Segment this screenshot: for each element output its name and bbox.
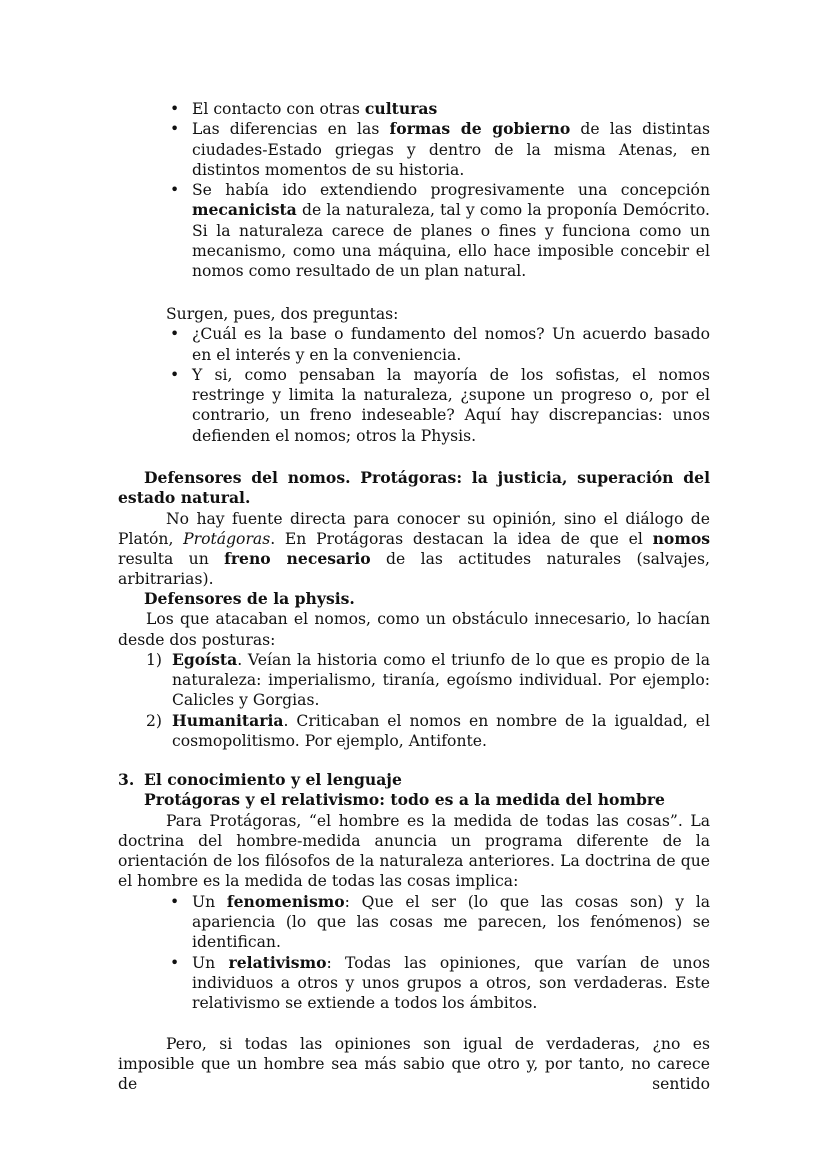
section-heading: Defensores del nomos. Protágoras: la justicia, superación del estado natural. bbox=[118, 468, 710, 508]
list-item: • Se había ido extendiendo progresivamente una concepción mecanicista de la naturaleza, tal y como la proponía Demócrito. Si la naturaleza carece de planes o fines y funciona como un mecanismo, como una máquina, ello hace imposible concebir el nomos como resultado de un plan natural. bbox=[166, 180, 710, 281]
section-3 bbox=[118, 770, 710, 1094]
paragraph: Pero, si todas las opiniones son igual de verdaderas, ¿no es imposible que un hombre sea más sabio que otro y, por tanto, no carece de sentido bbox=[118, 1034, 710, 1094]
list-item: • Un relativismo: Todas las opiniones, que varían de unos individuos a otros y unos grupos a otros, son verdaderas. Este relativismo se extiende a todos los ámbitos. bbox=[166, 953, 710, 1014]
list-item: 2) Humanitaria. Criticaban el nomos en nombre de la igualdad, el cosmopolitismo. Por ejemplo, Antifonte. bbox=[146, 710, 710, 751]
section-title: 3. El conocimiento y el lenguaje bbox=[118, 770, 402, 789]
physis-section bbox=[118, 589, 710, 751]
paragraph: Los que atacaban el nomos, como un obstáculo innecesario, lo hacían desde dos posturas: bbox=[118, 610, 710, 649]
list-item: • Un fenomenismo: Que el ser (lo que las cosas son) y la apariencia (lo que las cosas me parecen, los fenómenos) se identifican. bbox=[166, 892, 710, 953]
paragraph: Para Protágoras, “el hombre es la medida de todas las cosas”. La doctrina del hombre-medida anuncia un programa diferente de la orientación de los filósofos de la naturaleza anteriores. La doctrina de que el hombre es la medida de todas las cosas implica: bbox=[118, 811, 710, 891]
list-item: • ¿Cuál es la base o fundamento del nomos? Un acuerdo basado en el interés y en la conveniencia. bbox=[166, 324, 710, 365]
top-bullet-list bbox=[118, 99, 710, 282]
paragraph: No hay fuente directa para conocer su opinión, sino el diálogo de Platón, Protágoras. En Protágoras destacan la idea de que el nomos resulta un freno necesario de las actitudes naturales (salvajes, arbitrarias). bbox=[118, 509, 710, 589]
section-heading: Defensores de la physis. bbox=[144, 589, 355, 608]
list-item: • Las diferencias en las formas de gobierno de las distintas ciudades-Estado griegas y dentro de la misma Atenas, en distintos momentos de su historia. bbox=[166, 119, 710, 180]
list-item: • El contacto con otras culturas bbox=[166, 99, 710, 119]
list-item: • Y si, como pensaban la mayoría de los sofistas, el nomos restringe y limita la naturaleza, ¿supone un progreso o, por el contrario, un freno indeseable? Aquí hay discrepancias: unos defienden el nomos; otros la Physis. bbox=[166, 365, 710, 446]
section-subtitle: Protágoras y el relativismo: todo es a la medida del hombre bbox=[144, 790, 665, 810]
list-item: 1) Egoísta. Veían la historia como el triunfo de lo que es propio de la naturaleza: imperialismo, tiranía, egoísmo individual. Por ejemplo: Calicles y Gorgias. bbox=[146, 649, 710, 710]
questions-block bbox=[118, 304, 710, 446]
nomos-section bbox=[118, 468, 710, 590]
questions-intro: Surgen, pues, dos preguntas: bbox=[166, 305, 399, 323]
